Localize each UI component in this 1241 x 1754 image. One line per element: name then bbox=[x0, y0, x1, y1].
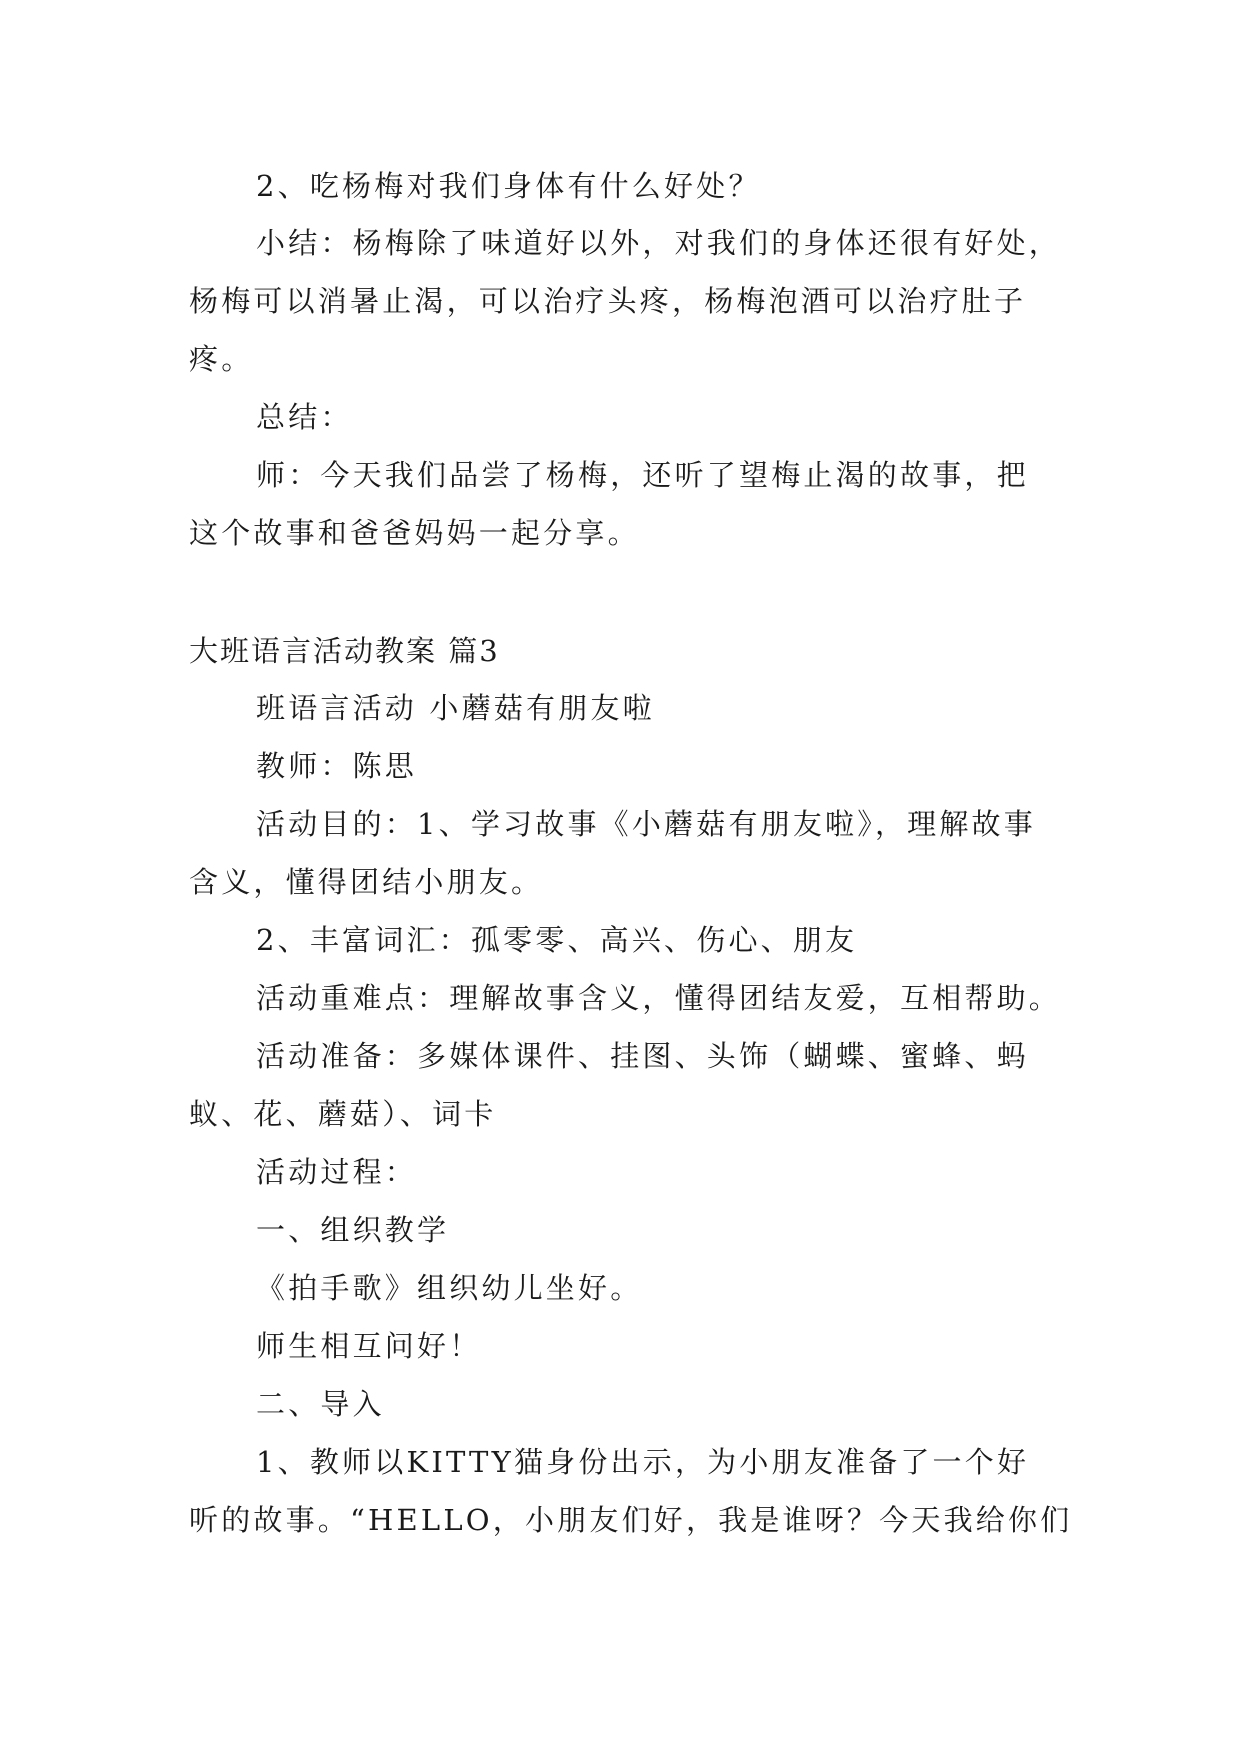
paragraph-line: 总结： bbox=[256, 400, 353, 434]
paragraph-line: 小结：杨梅除了味道好以外，对我们的身体还很有好处， bbox=[256, 226, 1062, 260]
paragraph-line: 2、丰富词汇：孤零零、高兴、伤心、朋友 bbox=[256, 923, 858, 957]
section-heading: 大班语言活动教案 篇3 bbox=[189, 634, 500, 668]
paragraph-line: 1、教师以KITTY猫身份出示，为小朋友准备了一个好 bbox=[256, 1445, 1030, 1479]
paragraph-line: 师生相互问好！ bbox=[256, 1329, 482, 1363]
paragraph-line: 师：今天我们品尝了杨梅，还听了望梅止渴的故事，把 bbox=[256, 458, 1029, 492]
paragraph-line: 疼。 bbox=[189, 342, 254, 376]
paragraph-line: 2、吃杨梅对我们身体有什么好处？ bbox=[256, 169, 761, 203]
paragraph-line: 活动重难点：理解故事含义，懂得团结友爱，互相帮助。 bbox=[256, 981, 1062, 1015]
paragraph-line: 蚁、花、蘑菇）、词卡 bbox=[189, 1097, 497, 1131]
paragraph-line: 这个故事和爸爸妈妈一起分享。 bbox=[189, 516, 640, 550]
paragraph-line: 一、组织教学 bbox=[256, 1213, 450, 1247]
paragraph-line: 活动目的：1、学习故事《小蘑菇有朋友啦》，理解故事 bbox=[256, 807, 1036, 841]
paragraph-line: 杨梅可以消暑止渴，可以治疗头疼，杨梅泡酒可以治疗肚子 bbox=[189, 284, 1027, 318]
paragraph-line: 《拍手歌》组织幼儿坐好。 bbox=[256, 1271, 643, 1305]
paragraph-line: 班语言活动 小蘑菇有朋友啦 bbox=[256, 691, 655, 725]
paragraph-line: 活动过程： bbox=[256, 1155, 418, 1189]
paragraph-line: 活动准备：多媒体课件、挂图、头饰（蝴蝶、蜜蜂、蚂 bbox=[256, 1039, 1029, 1073]
paragraph-line: 教师：陈思 bbox=[256, 749, 418, 783]
paragraph-line: 听的故事。“HELLO，小朋友们好，我是谁呀？今天我给你们 bbox=[189, 1503, 1073, 1537]
paragraph-line: 二、导入 bbox=[256, 1387, 385, 1421]
paragraph-line: 含义，懂得团结小朋友。 bbox=[189, 865, 544, 899]
